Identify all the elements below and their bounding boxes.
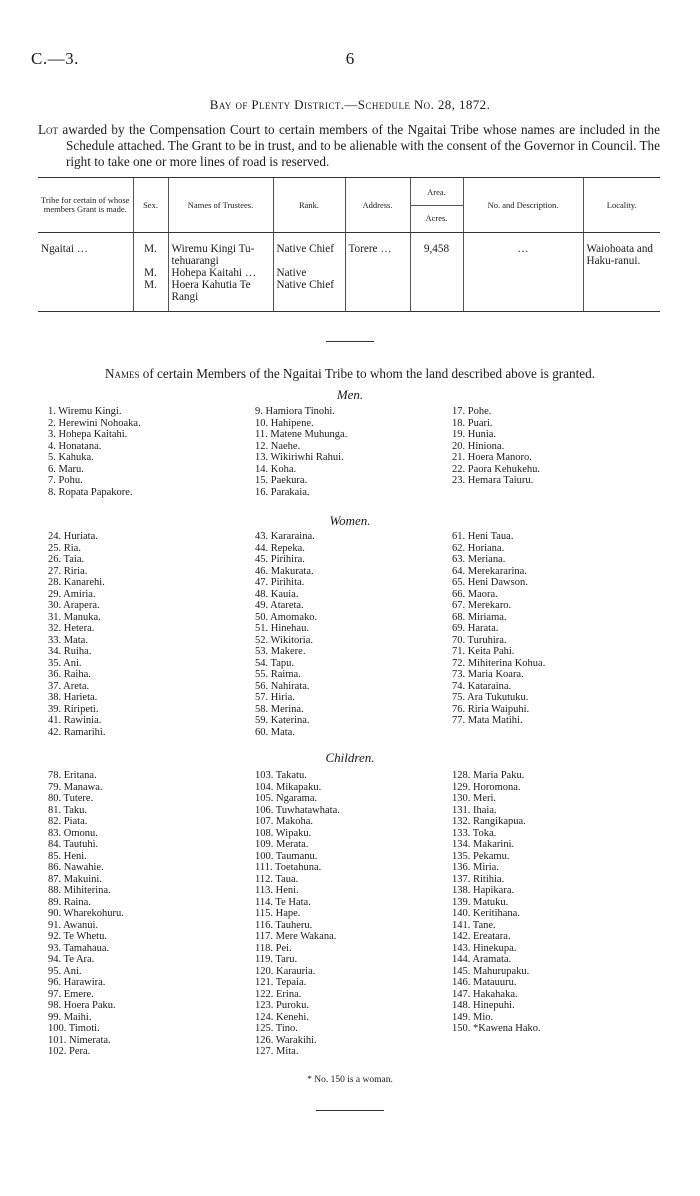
header-area-label: Area. [427, 186, 446, 197]
children-column-3 [452, 770, 541, 1035]
list-item: 138. Hapikara. [452, 885, 515, 896]
list-item: 131. Ihaia. [452, 804, 497, 816]
list-item: 119. Taru. [255, 954, 298, 965]
men-heading: Men. [336, 387, 364, 402]
list-item: 77. Mata Matihi. [452, 715, 523, 726]
table-row [38, 233, 660, 312]
list-item: 124. Kenehi. [255, 1011, 309, 1023]
list-item: 76. Riria Waipuhi. [452, 703, 530, 715]
list-item: 88. Mihiterina. [48, 885, 111, 896]
men-column-2 [255, 406, 347, 498]
header-rank: Rank. [273, 178, 345, 233]
document-reference: C.—3. [31, 49, 79, 68]
list-item: 92. Te Whetu. [48, 931, 107, 942]
list-item: 34. Ruiha. [48, 646, 92, 657]
list-item: 100. Taumanu. [255, 850, 318, 862]
list-item: 54. Tapu. [255, 657, 295, 669]
list-item: 36. Raiha. [48, 669, 91, 680]
list-item: 115. Hape. [255, 908, 301, 919]
list-item: 68. Miriama. [452, 611, 507, 623]
list-item: 135. Pekamu. [452, 850, 510, 862]
list-item: 67. Merekaro. [452, 600, 512, 611]
children-column-2 [255, 770, 340, 1058]
list-item: 52. Wikitoria. [255, 634, 314, 646]
list-item: 25. Ria. [48, 542, 81, 554]
list-item: 18. Puari. [452, 417, 493, 429]
list-item: 66. Maora. [452, 588, 498, 600]
list-item: 145. Mahurupaku. [452, 965, 530, 977]
list-item: 141. Tane. [452, 919, 496, 931]
list-item: 11. Matene Muhunga. [255, 429, 348, 440]
list-item: 84. Tautuhi. [48, 839, 99, 850]
trustee-rank: Native [276, 267, 307, 279]
list-item: 9. Hamiora Tinohi. [255, 406, 335, 417]
list-item: 61. Heni Taua. [452, 531, 514, 542]
list-item: 80. Tutere. [48, 793, 94, 804]
list-item: 90. Wharekohuru. [48, 908, 124, 919]
list-item: 20. Hiniona. [452, 440, 505, 452]
list-item: 10. Hahipene. [255, 417, 314, 429]
trustee-rank: Native Chief [276, 279, 334, 291]
women-column-3 [452, 531, 545, 727]
list-item: 43. Kararaina. [255, 531, 315, 542]
list-item: 50. Amomako. [255, 611, 318, 623]
list-item: 45. Pirihira. [255, 554, 305, 565]
divider-bottom [316, 1110, 384, 1111]
cell-trustees [168, 233, 273, 312]
list-item: 126. Warakihi. [255, 1034, 317, 1046]
list-item: 142. Ereatara. [452, 931, 511, 942]
list-item: 137. Ritihia. [452, 873, 505, 885]
list-item: 53. Makere. [255, 646, 306, 657]
list-item: 19. Hunia. [452, 429, 497, 440]
list-item: 95. Ani. [48, 965, 82, 977]
list-item: 24. Huriata. [48, 531, 98, 542]
list-item: 29. Amiria. [48, 588, 96, 600]
list-item: 57. Hiria. [255, 692, 295, 703]
divider-top [326, 341, 374, 342]
list-item: 140. Keritihana. [452, 908, 520, 919]
header-tribe: Tribe for certain of whose members Grant is made. [38, 178, 133, 233]
list-item: 28. Kanarehi. [48, 577, 105, 588]
list-item: 1. Wiremu Kingi. [48, 406, 122, 417]
list-item: 149. Mio. [452, 1011, 494, 1023]
list-item: 107. Makoha. [255, 816, 314, 827]
list-item: 27. Riria. [48, 565, 88, 577]
list-item: 44. Repeka. [255, 542, 305, 554]
cell-tribe: Ngaitai … [38, 233, 133, 312]
list-item: 146. Matauuru. [452, 977, 517, 988]
list-item: 98. Hoera Paku. [48, 1000, 116, 1011]
schedule-title: Bay of Plenty District.—Schedule No. 28, 1872. [209, 97, 491, 112]
list-item: 104. Mikapaku. [255, 781, 322, 793]
list-item: 63. Meriana. [452, 554, 506, 565]
list-item: 112. Taua. [255, 873, 299, 885]
list-item: 102. Pera. [48, 1046, 91, 1057]
list-item: 81. Taku. [48, 804, 88, 816]
list-item: 55. Raima. [255, 669, 301, 680]
list-item: 78. Eritana. [48, 770, 97, 781]
list-item: 42. Ramarihi. [48, 726, 106, 738]
women-column-1 [48, 531, 105, 738]
cell-sex [133, 233, 168, 312]
list-item: 105. Ngarama. [255, 793, 318, 804]
list-item: 72. Mihiterina Kohua. [452, 657, 546, 669]
list-item: 94. Te Ara. [48, 954, 95, 965]
trustee-name: Hohepa Kaitahi … [171, 267, 257, 279]
list-item: 16. Parakaia. [255, 486, 310, 498]
list-item: 148. Hinepuhi. [452, 1000, 515, 1011]
women-column-2 [255, 531, 317, 738]
list-item: 99. Maihi. [48, 1011, 92, 1023]
list-item: 3. Hohepa Kaitahi. [48, 429, 128, 440]
list-item: 51. Hinehau. [255, 623, 309, 634]
list-item: 21. Hoera Manoro. [452, 452, 532, 463]
list-item: 5. Kahuka. [48, 452, 94, 463]
list-item: 89. Raina. [48, 896, 91, 908]
list-item: 91. Awanui. [48, 919, 99, 931]
footnote: * No. 150 is a woman. [307, 1075, 393, 1085]
list-item: 31. Manuka. [48, 611, 101, 623]
list-item: 117. Mere Wakana. [255, 931, 337, 942]
list-item: 6. Maru. [48, 463, 84, 475]
list-item: 101. Nimerata. [48, 1034, 111, 1046]
list-item: 123. Puroku. [255, 1000, 309, 1011]
page-number: 6 [345, 49, 355, 68]
list-item: 96. Harawira. [48, 977, 106, 988]
list-item: 69. Harata. [452, 623, 499, 634]
list-item: 60. Mata. [255, 726, 295, 738]
trustee-name: Wiremu Kingi Tu-tehuarangi [171, 243, 255, 267]
list-item: 23. Hemara Taiuru. [452, 475, 534, 486]
preamble-text: awarded by the Compensation Court to certain members of the Ngaitai Tribe whose names are included in the Schedule attached. The Grant to be in trust, and to be alienable with the consent of the Governor in Council. The right to take one or more lines of road is reserved. [58, 122, 660, 169]
names-heading-lead: Names [104, 366, 140, 381]
list-item: 150. *Kawena Hako. [452, 1023, 541, 1034]
list-item: 97. Emere. [48, 988, 94, 1000]
header-address: Address. [345, 178, 410, 233]
women-heading: Women. [329, 513, 371, 528]
list-item: 121. Tepaia. [255, 977, 307, 988]
list-item: 74. Kataraina. [452, 680, 512, 692]
cell-address: Torere … [345, 233, 410, 312]
list-item: 136. Miria. [452, 862, 499, 873]
list-item: 132. Rangikapua. [452, 816, 526, 827]
list-item: 38. Harieta. [48, 692, 98, 703]
list-item: 49. Atareta. [255, 600, 304, 611]
list-item: 85. Heni. [48, 850, 87, 862]
trustee-rank: Native Chief [276, 243, 334, 255]
header-area [410, 178, 463, 233]
list-item: 113. Heni. [255, 885, 299, 896]
names-heading [0, 366, 700, 382]
list-item: 147. Hakahaka. [452, 988, 518, 1000]
list-item: 109. Merata. [255, 839, 309, 850]
list-item: 134. Makarini. [452, 839, 515, 850]
list-item: 37. Areta. [48, 680, 90, 692]
list-item: 35. Ani. [48, 657, 82, 669]
list-item: 8. Ropata Papakore. [48, 486, 133, 498]
list-item: 62. Horiana. [452, 542, 505, 554]
list-item: 144. Aramata. [452, 954, 512, 965]
preamble-lead-word: Lot [38, 122, 59, 137]
list-item: 39. Riripeti. [48, 703, 99, 715]
list-item: 17. Pohe. [452, 406, 492, 417]
list-item: 129. Horomona. [452, 781, 521, 793]
list-item: 87. Makuini. [48, 873, 102, 885]
cell-rank [273, 233, 345, 312]
men-column-1 [48, 406, 141, 498]
list-item: 111. Toetahuna. [255, 862, 322, 873]
cell-sex-2: M. [144, 267, 157, 279]
cell-locality: Waiohoata and Haku-ranui. [583, 233, 660, 312]
list-item: 46. Makurata. [255, 565, 314, 577]
list-item: 127. Mita. [255, 1046, 299, 1057]
list-item: 33. Mata. [48, 634, 88, 646]
list-item: 143. Hinekupa. [452, 942, 517, 954]
list-item: 128. Maria Paku. [452, 770, 525, 781]
list-item: 116. Tauheru. [255, 919, 313, 931]
list-item: 114. Te Hata. [255, 896, 311, 908]
list-item: 82. Piata. [48, 816, 88, 827]
list-item: 100. Timoti. [48, 1023, 100, 1034]
list-item: 22. Paora Kehukehu. [452, 463, 541, 475]
children-column-1 [48, 770, 124, 1058]
cell-sex-3: M. [144, 279, 157, 291]
list-item: 108. Wipaku. [255, 827, 312, 839]
list-item: 106. Tuwhatawhata. [255, 804, 340, 816]
header-sex: Sex. [133, 178, 168, 233]
list-item: 26. Taia. [48, 554, 85, 565]
cell-acres: 9,458 [410, 233, 463, 312]
list-item: 32. Hetera. [48, 623, 95, 634]
list-item: 41. Rawinia. [48, 715, 102, 726]
schedule-table [38, 177, 660, 312]
list-item: 125. Tino. [255, 1023, 298, 1034]
preamble [38, 122, 660, 170]
trustee-name: Hoera Kahutia Te Rangi [171, 279, 251, 303]
list-item: 139. Matuku. [452, 896, 509, 908]
list-item: 70. Turuhira. [452, 634, 507, 646]
list-item: 30. Arapera. [48, 600, 100, 611]
list-item: 73. Maria Koara. [452, 669, 524, 680]
list-item: 14. Koha. [255, 463, 297, 475]
header-locality: Locality. [583, 178, 660, 233]
list-item: 118. Pei. [255, 942, 292, 954]
list-item: 58. Merina. [255, 703, 304, 715]
men-column-3 [452, 406, 540, 487]
list-item: 103. Takatu. [255, 770, 307, 781]
list-item: 75. Ara Tukutuku. [452, 692, 529, 703]
list-item: 120. Karauria. [255, 965, 316, 977]
list-item: 47. Pirihita. [255, 577, 305, 588]
list-item: 4. Honatana. [48, 440, 102, 452]
cell-sex-1: M. [144, 243, 157, 255]
list-item: 83. Omonu. [48, 827, 98, 839]
list-item: 130. Meri. [452, 793, 497, 804]
list-item: 133. Toka. [452, 827, 497, 839]
list-item: 64. Merekararina. [452, 565, 527, 577]
list-item: 71. Keita Pahi. [452, 646, 515, 657]
list-item: 79. Manawa. [48, 781, 103, 793]
list-item: 122. Erina. [255, 988, 302, 1000]
list-item: 15. Paekura. [255, 475, 308, 486]
list-item: 59. Katerina. [255, 715, 310, 726]
list-item: 12. Naehe. [255, 440, 301, 452]
children-heading: Children. [325, 750, 375, 765]
list-item: 65. Heni Dawson. [452, 577, 528, 588]
cell-number: … [463, 233, 583, 312]
list-item: 13. Wikiriwhi Rahui. [255, 452, 344, 463]
list-item: 7. Pohu. [48, 475, 83, 486]
list-item: 56. Nahirata. [255, 680, 310, 692]
list-item: 86. Nawahie. [48, 862, 104, 873]
names-heading-text: of certain Members of the Ngaitai Tribe to whom the land described above is granted. [139, 366, 596, 381]
header-trustees: Names of Trustees. [168, 178, 273, 233]
header-number: No. and Description. [463, 178, 583, 233]
list-item: 48. Kauia. [255, 588, 299, 600]
header-acres-label: Acres. [411, 205, 463, 231]
list-item: 93. Tamahaua. [48, 942, 110, 954]
list-item: 2. Herewini Nohoaka. [48, 417, 141, 429]
